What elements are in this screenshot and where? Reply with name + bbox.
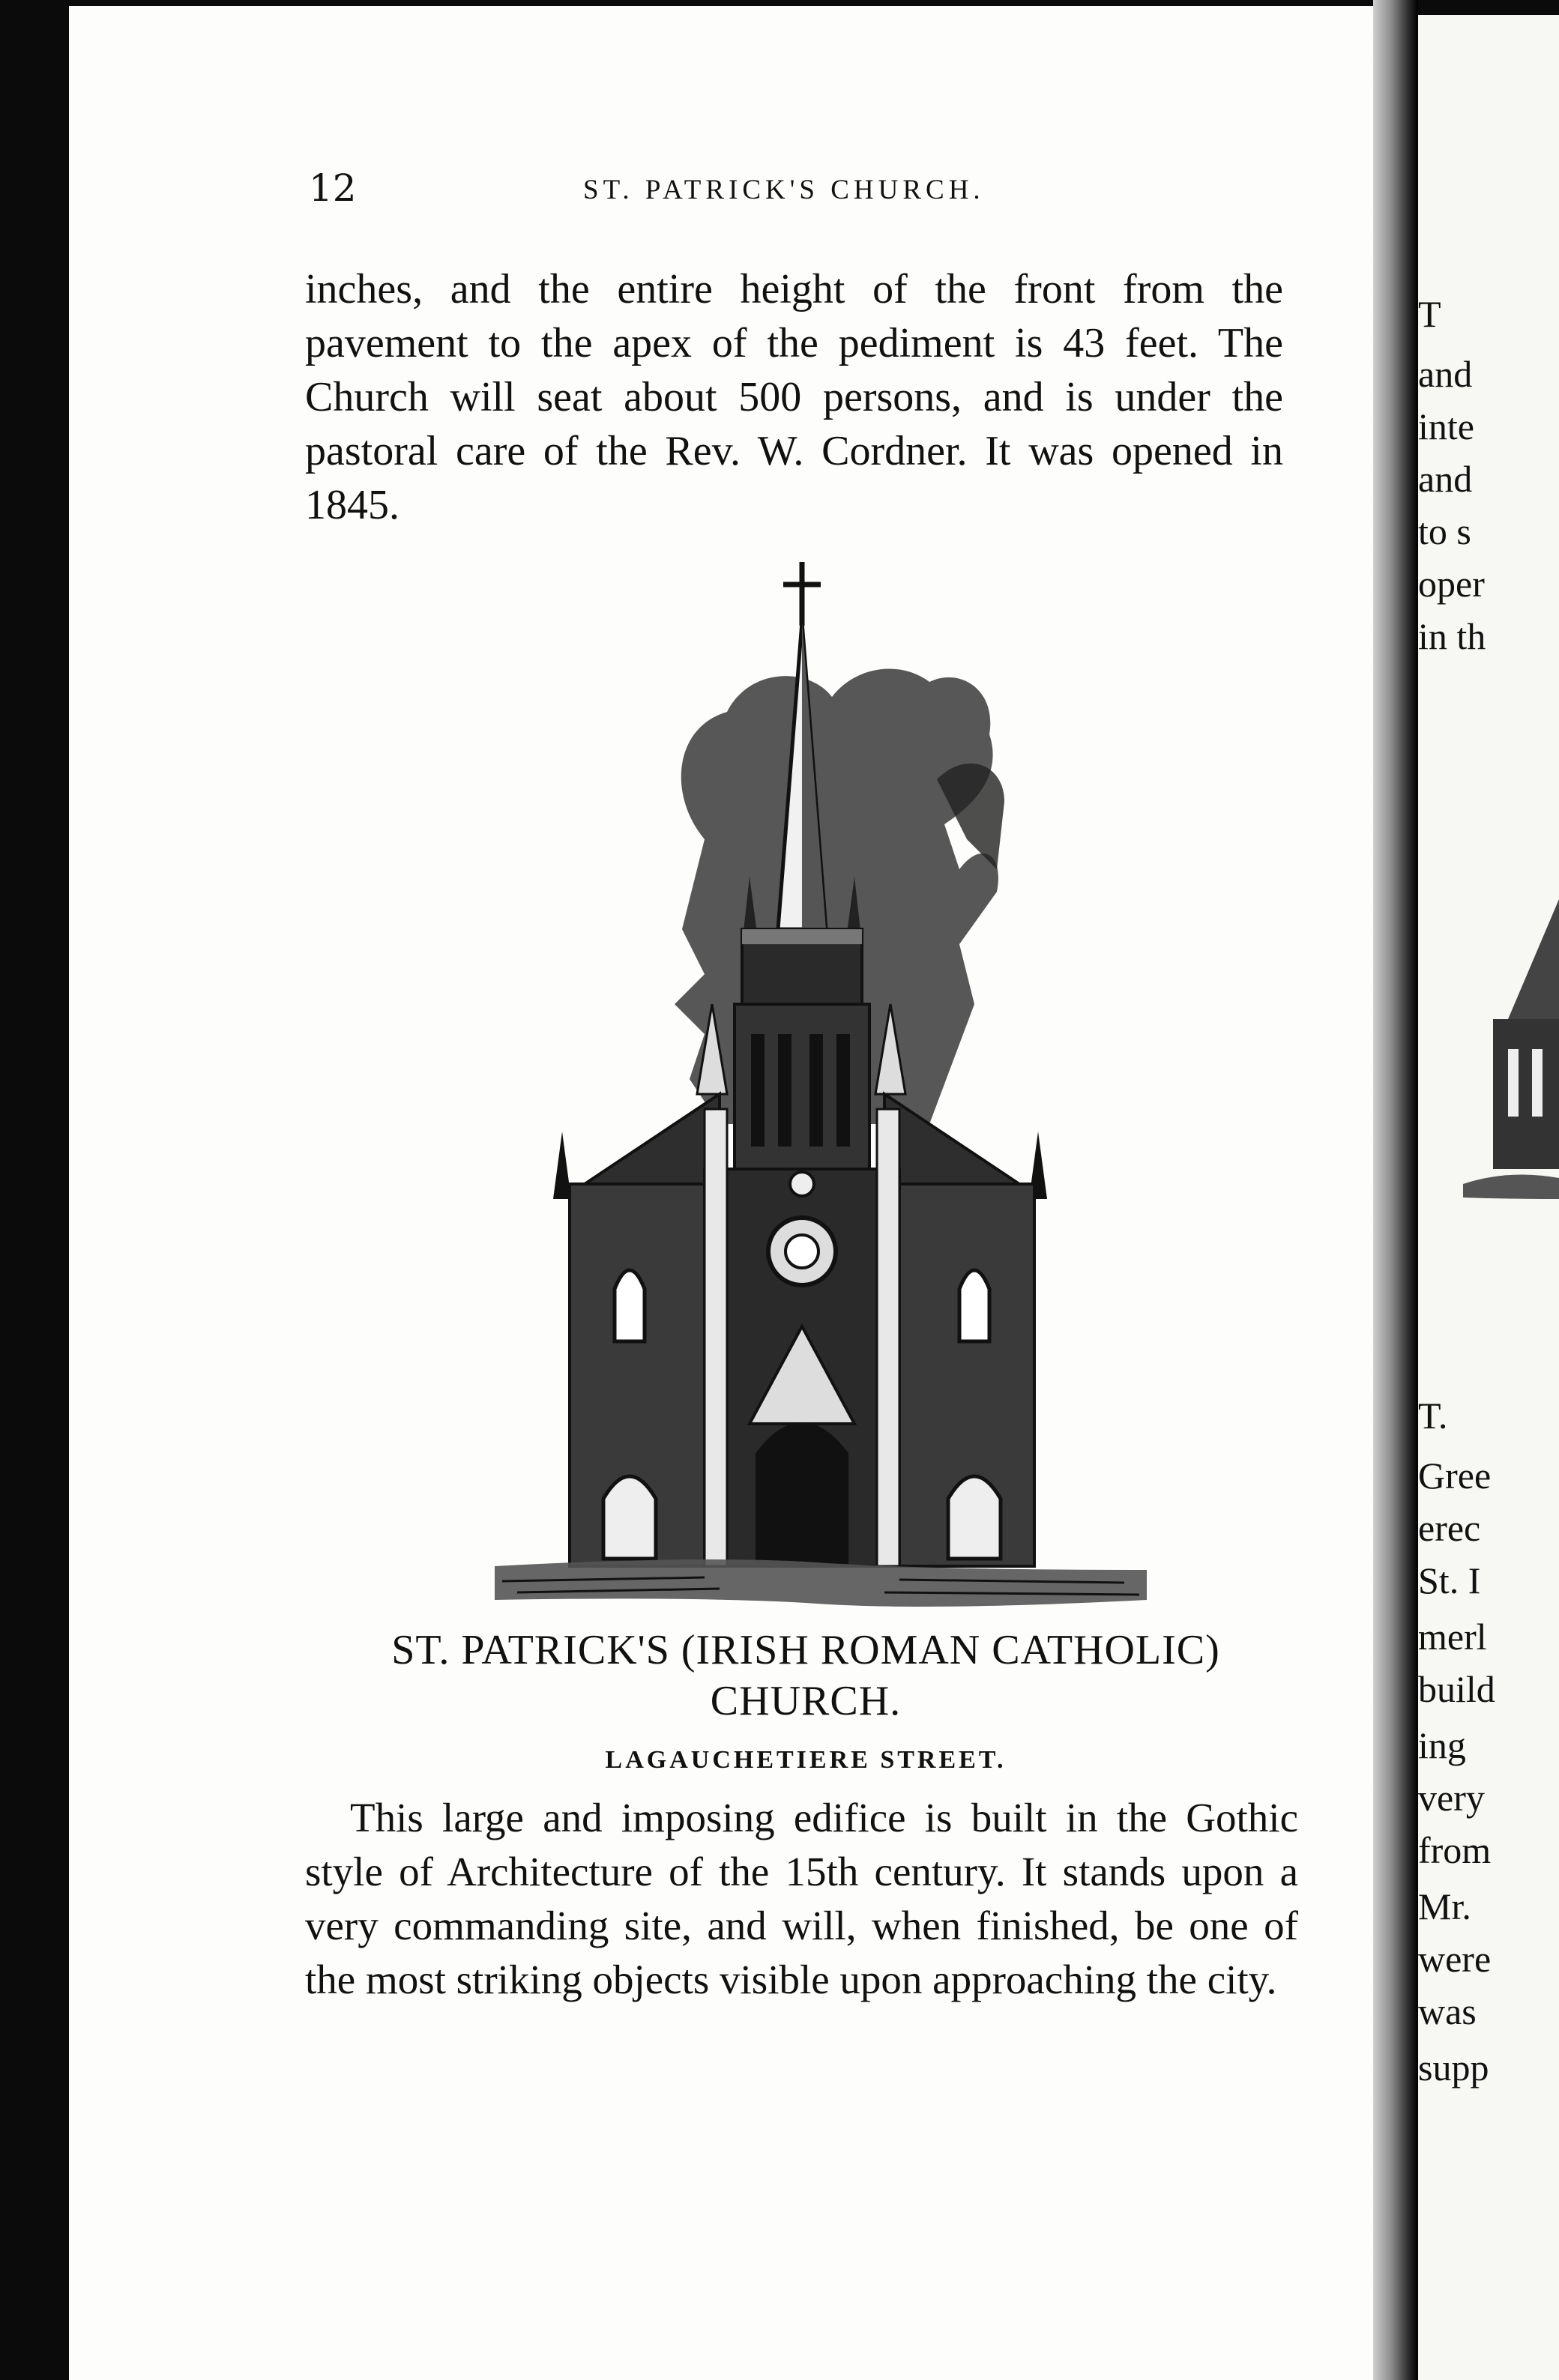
right-fragment-line: merl: [1418, 1616, 1487, 1658]
right-fragment-line: from: [1418, 1829, 1492, 1871]
right-fragment-line: build: [1418, 1668, 1495, 1710]
right-fragment-line: Gree: [1418, 1455, 1492, 1496]
caption-title-line-1: ST. PATRICK'S (IRISH ROMAN CATHOLIC): [391, 1627, 1220, 1673]
right-upper-window: [959, 1270, 989, 1341]
main-portal: [757, 1424, 847, 1562]
caption-title: [304, 1625, 1308, 1727]
right-fragment-line: and: [1418, 458, 1473, 500]
right-fragment-line: supp: [1418, 2047, 1489, 2088]
right-fragment-line: and: [1418, 353, 1473, 395]
right-fragment-line: in th: [1418, 615, 1486, 657]
right-fragment-line: T: [1418, 293, 1441, 335]
right-fragment-line: to s: [1418, 510, 1471, 552]
right-side-door: [948, 1476, 1001, 1559]
book-gutter: [1373, 0, 1418, 2380]
right-fragment-line: were: [1418, 1938, 1492, 1980]
right-fragment-line: very: [1418, 1777, 1485, 1819]
right-fragment-line: T.: [1418, 1395, 1448, 1437]
right-gable: [884, 1094, 1019, 1184]
left-upper-window: [615, 1270, 645, 1341]
bottom-paragraph: This large and imposing edifice is built in the Gothic style of Architecture of the 15th century. It stands upon a very commanding site, and will, when finished, be one of the most striking objects visible upon approaching the city.: [305, 1795, 1298, 2002]
top-paragraph: inches, and the entire height of the front from the pavement to the apex of the pediment is 43 feet. The Church will seat about 500 persons, and is under the pastoral care of the Rev. W. Cordner. It was opened in 1845.: [305, 266, 1283, 528]
left-side-door: [603, 1476, 656, 1559]
church-illustration: [480, 555, 1154, 1619]
next-page-illustration-fragment: [1463, 899, 1559, 1214]
ground: [495, 1559, 1147, 1607]
caption-title-line-2: CHURCH.: [710, 1678, 902, 1724]
right-fragment-line: ing: [1418, 1724, 1466, 1766]
running-head: [240, 166, 1349, 219]
cross: [783, 562, 821, 626]
right-fragment-line: Mr.: [1418, 1885, 1471, 1927]
right-fragment-line: was: [1418, 1990, 1477, 2032]
left-gable: [585, 1094, 720, 1184]
right-page-fragment: [1418, 15, 1559, 2380]
right-fragment-line: erec: [1418, 1507, 1481, 1549]
right-fragment-line: inte: [1418, 405, 1474, 447]
right-fragment-line: St. I: [1418, 1559, 1481, 1601]
page-number: 12: [309, 166, 357, 210]
running-head-title: ST. PATRICK'S CHURCH.: [583, 175, 985, 205]
caption-street: LAGAUCHETIERE STREET.: [605, 1746, 1007, 1774]
right-fragment-line: oper: [1418, 563, 1485, 605]
